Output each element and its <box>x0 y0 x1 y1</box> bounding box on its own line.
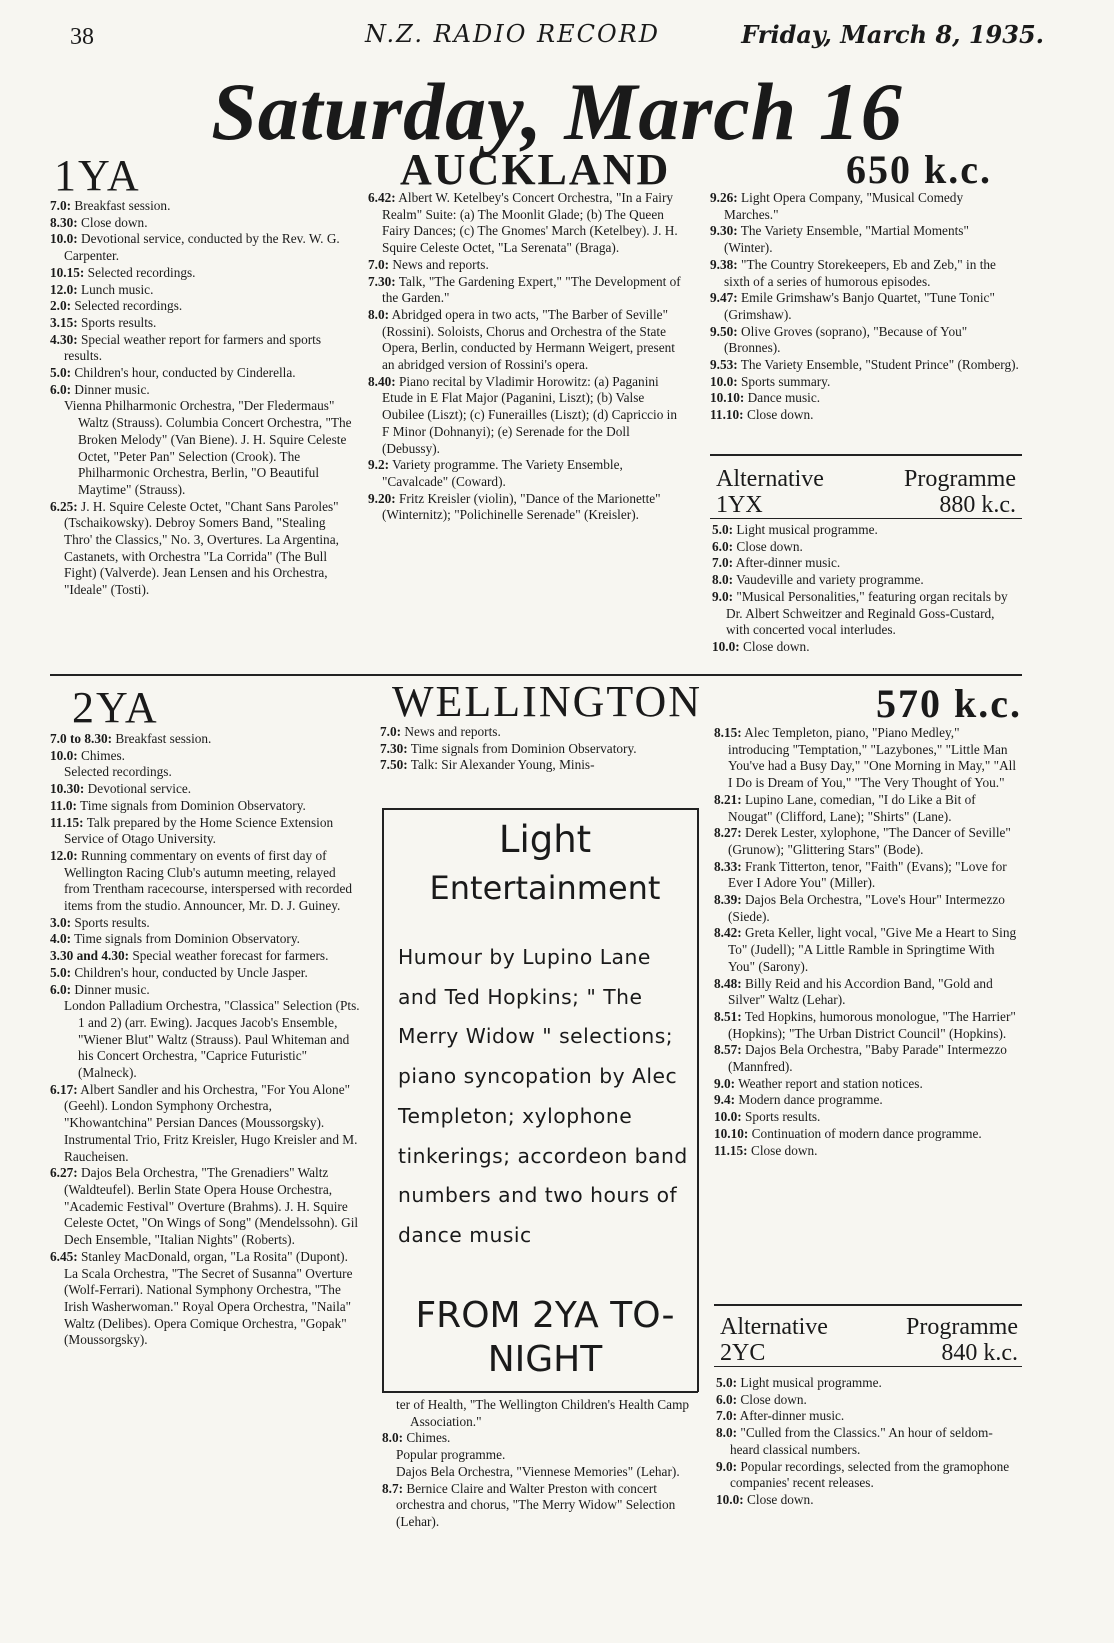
schedule-item <box>50 798 360 815</box>
schedule-text: Variety programme. The Variety Ensemble, "Cavalcade" (Coward). <box>382 457 623 489</box>
auckland-column-2 <box>368 190 686 524</box>
schedule-time: 9.20: <box>368 490 396 506</box>
schedule-item <box>50 915 360 932</box>
schedule-item <box>50 982 360 999</box>
auckland-column-1 <box>50 198 356 599</box>
schedule-time: 8.51: <box>714 1008 742 1024</box>
schedule-time: 8.48: <box>714 975 742 991</box>
schedule-text: Children's hour, conducted by Uncle Jasper. <box>71 964 308 980</box>
schedule-text: Time signals from Dominion Observatory. <box>71 931 300 947</box>
schedule-item <box>50 398 356 498</box>
schedule-text: Stanley MacDonald, organ, "La Rosita" (Dupont). La Scala Orchestra, "The Secret of Susanna" Overture (Wolf-Ferrari). National Symphony Orchestra, "The Irish Washerwoman." Royal Opera Orchestra, "Naila" Waltz (Delibes). Opera Comique Orchestra, "Gopak" (Moussorgsky). <box>64 1248 353 1348</box>
schedule-item <box>716 1375 1022 1392</box>
schedule-item <box>712 539 1020 556</box>
schedule-text: After-dinner music. <box>733 555 841 571</box>
schedule-text: The Variety Ensemble, "Martial Moments" (Winter). <box>724 223 969 256</box>
schedule-text: Vaudeville and variety programme. <box>733 572 924 588</box>
schedule-time: 10.0: <box>50 231 78 247</box>
wellington-column-1 <box>50 731 360 1349</box>
schedule-text: Close down. <box>77 214 148 230</box>
alt-label: Alternative <box>720 1314 828 1340</box>
schedule-item <box>710 357 1020 374</box>
schedule-time: 10.30: <box>50 781 85 797</box>
divider <box>714 1304 1022 1306</box>
schedule-item <box>50 365 356 382</box>
schedule-item <box>714 1076 1022 1093</box>
schedule-time: 8.30: <box>50 214 78 230</box>
schedule-time: 7.0: <box>716 1408 738 1424</box>
alt-2yc-column <box>716 1375 1022 1509</box>
schedule-text: Close down. <box>739 638 810 654</box>
schedule-text: Dajos Bela Orchestra, "Baby Parade" Intermezzo (Mannfred). <box>728 1042 1007 1075</box>
schedule-item <box>50 499 356 599</box>
schedule-text: Time signals from Dominion Observatory. <box>76 797 306 813</box>
schedule-text: Lupino Lane, comedian, "I do Like a Bit of Nougat" (Clifford, Lane); "Shirts" (Lane). <box>728 791 976 824</box>
schedule-time: 6.0: <box>50 981 72 997</box>
station-city-wellington: WELLINGTON <box>392 677 702 726</box>
schedule-time: 5.0: <box>712 522 734 537</box>
schedule-text: Vienna Philharmonic Orchestra, "Der Fledermaus" Waltz (Strauss). Columbia Concert Orchestra, "The Broken Melody" (Van Biene). J. H. Squire Celeste Octet, "Peter Pan" Selection (Crook). The Philharmonic Orchestra, Berlin, "O Beautiful Maytime" (Strauss). <box>64 398 352 497</box>
schedule-text: Selected recordings. <box>64 764 172 780</box>
schedule-time: 7.50: <box>380 757 408 773</box>
schedule-time: 7.0: <box>50 198 72 213</box>
schedule-item <box>714 792 1022 825</box>
schedule-text: The Variety Ensemble, "Student Prince" (Romberg). <box>737 357 1019 373</box>
alt-1yx-column <box>712 522 1020 656</box>
schedule-time: 7.0 to 8.30: <box>50 731 113 746</box>
schedule-time: 8.0: <box>382 1430 404 1446</box>
schedule-text: Abridged opera in two acts, "The Barber of Seville" (Rossini). Soloists, Chorus and Orchestra of the State Opera, Berlin, conducted by Hermann Weigert, present an abridged version of Rossini's opera. <box>382 306 675 373</box>
schedule-item <box>714 1126 1022 1143</box>
schedule-item <box>50 948 360 965</box>
alt-callsign: 1YX <box>716 492 763 518</box>
schedule-item <box>714 892 1022 925</box>
publication-name: N.Z. RADIO RECORD <box>365 20 660 48</box>
schedule-text: Dajos Bela Orchestra, "Love's Hour" Intermezzo (Siede). <box>728 892 1005 924</box>
schedule-time: 9.30: <box>710 223 738 239</box>
schedule-text: Fritz Kreisler (violin), "Dance of the Marionette" (Winternitz); "Polichinelle Serenade" (Kreisler). <box>382 490 661 523</box>
schedule-time: 4.0: <box>50 931 72 947</box>
schedule-text: Modern dance programme. <box>735 1092 883 1108</box>
schedule-time: 12.0: <box>50 281 78 297</box>
schedule-item <box>710 407 1020 424</box>
schedule-time: 10.15: <box>50 264 85 280</box>
schedule-text: Olive Groves (soprano), "Because of You" (Bronnes). <box>724 323 968 356</box>
schedule-item <box>714 859 1022 892</box>
schedule-time: 7.30: <box>368 273 396 289</box>
schedule-text: Bernice Claire and Walter Preston with concert orchestra and chorus, "The Merry Widow" Selection (Lehar). <box>396 1480 676 1529</box>
schedule-text: Sports results. <box>741 1109 821 1125</box>
schedule-time: 8.39: <box>714 892 742 908</box>
schedule-item <box>710 290 1020 323</box>
schedule-text: Breakfast session. <box>112 731 212 746</box>
schedule-text: Dajos Bela Orchestra, "Viennese Memories" (Lehar). <box>396 1463 680 1479</box>
alt-programme-1yx-heading <box>716 466 1016 520</box>
alt-freq: 840 k.c. <box>941 1340 1018 1366</box>
schedule-item <box>50 1165 360 1249</box>
schedule-text: Frank Titterton, tenor, "Faith" (Evans); "Love for Ever I Adore You" (Miller). <box>728 858 1007 891</box>
schedule-text: Children's hour, conducted by Cinderella. <box>71 365 296 381</box>
advert-body: Humour by Lupino Lane and Ted Hopkins; " The Merry Widow " selections; piano syncopation by Alec Templeton; xylophone tinkerings; accordeon band numbers and two hours of dance music <box>398 945 688 1247</box>
advert-footer: FROM 2YA TO-NIGHT <box>415 1294 675 1380</box>
schedule-item <box>50 848 360 915</box>
schedule-time: 6.45: <box>50 1248 78 1264</box>
divider <box>714 1366 1022 1367</box>
schedule-text: Devotional service. <box>84 781 192 797</box>
schedule-time: 7.0: <box>712 555 734 571</box>
schedule-time: 6.0: <box>712 538 734 554</box>
schedule-time: 8.15: <box>714 725 742 740</box>
schedule-item <box>368 307 686 374</box>
schedule-item <box>50 764 360 781</box>
schedule-time: 8.7: <box>382 1480 404 1496</box>
schedule-text: Greta Keller, light vocal, "Give Me a Heart to Sing To" (Judell); "A Little Ramble in Springtime With You" (Sarony). <box>728 925 1017 974</box>
schedule-time: 9.38: <box>710 256 738 272</box>
advert-headline-2: Entertainment <box>429 869 661 907</box>
schedule-item <box>50 731 360 748</box>
schedule-text: Light musical programme. <box>737 1375 882 1390</box>
schedule-text: Dinner music. <box>71 381 150 397</box>
schedule-text: News and reports. <box>389 256 489 272</box>
schedule-time: 9.0: <box>716 1458 738 1474</box>
schedule-text: Close down. <box>733 538 803 554</box>
schedule-time: 11.0: <box>50 797 77 813</box>
schedule-item <box>716 1425 1022 1458</box>
alt-label: Alternative <box>716 466 824 492</box>
schedule-item <box>716 1392 1022 1409</box>
schedule-text: Talk, "The Gardening Expert," "The Development of the Garden." <box>382 273 681 306</box>
schedule-time: 10.0: <box>712 638 740 654</box>
schedule-item <box>382 1430 696 1447</box>
schedule-time: 9.50: <box>710 323 738 339</box>
schedule-time: 6.27: <box>50 1165 78 1181</box>
schedule-item <box>716 1492 1022 1509</box>
auckland-column-3 <box>710 190 1020 424</box>
schedule-item <box>50 815 360 848</box>
schedule-text: Sports summary. <box>737 373 831 389</box>
schedule-item <box>714 925 1022 975</box>
schedule-item <box>50 931 360 948</box>
schedule-text: Selected recordings. <box>84 264 196 280</box>
schedule-time: 9.0: <box>712 588 734 604</box>
schedule-item <box>380 724 696 741</box>
advert-border-top <box>382 808 698 810</box>
schedule-text: Selected recordings. <box>71 298 183 314</box>
station-callsign-2ya: 2YA <box>72 683 159 732</box>
schedule-item <box>368 274 686 307</box>
schedule-text: Talk: Sir Alexander Young, Minis- <box>407 757 595 773</box>
schedule-text: Dance music. <box>744 390 821 406</box>
schedule-text: Lunch music. <box>77 281 154 297</box>
schedule-item <box>368 491 686 524</box>
station-callsign-1ya: 1YA <box>54 151 141 200</box>
schedule-time: 10.10: <box>714 1125 749 1141</box>
schedule-text: Popular recordings, selected from the gramophone companies' recent releases. <box>730 1458 1010 1491</box>
schedule-item <box>50 265 356 282</box>
schedule-item <box>712 522 1020 539</box>
schedule-text: Breakfast session. <box>71 198 171 213</box>
schedule-time: 6.42: <box>368 190 396 205</box>
schedule-text: Albert W. Ketelbey's Concert Orchestra, "In a Fairy Realm" Suite: (a) The Moonlit Glade; (b) The Queen Fairy Dances; (c) The Gnomes' March (Ketelbey). J. H. Squire Celeste Octet, "La Serenata" (Braga). <box>382 190 678 256</box>
schedule-text: Sports results. <box>77 314 157 330</box>
schedule-time: 12.0: <box>50 847 78 863</box>
schedule-time: 3.30 and 4.30: <box>50 948 130 964</box>
schedule-item <box>716 1408 1022 1425</box>
schedule-time: 6.0: <box>716 1391 738 1407</box>
schedule-item <box>710 223 1020 256</box>
schedule-text: Albert Sandler and his Orchestra, "For You Alone" (Geehl). London Symphony Orchestra, "Khowantchina" Persian Dances (Moussorgsky). Instrumental Trio, Fritz Kreisler, Hugo Kreisler and M. Raucheisen. <box>64 1081 358 1164</box>
schedule-item <box>50 1249 360 1349</box>
schedule-item <box>382 1397 696 1430</box>
schedule-text: Close down. <box>747 1142 818 1158</box>
schedule-text: Ted Hopkins, humorous monologue, "The Harrier" (Hopkins); "The Urban District Council" (Hopkins). <box>728 1008 1016 1041</box>
schedule-item <box>710 390 1020 407</box>
schedule-item <box>382 1481 696 1531</box>
alt-prog: Programme <box>906 1314 1018 1340</box>
alt-prog: Programme <box>904 466 1016 492</box>
schedule-item <box>50 332 356 365</box>
schedule-item <box>50 748 360 765</box>
schedule-time: 8.33: <box>714 858 742 874</box>
schedule-item <box>50 998 360 1082</box>
schedule-item <box>714 1042 1022 1075</box>
schedule-text: Billy Reid and his Accordion Band, "Gold and Silver" Waltz (Lehar). <box>728 975 993 1008</box>
schedule-time: 8.57: <box>714 1042 742 1058</box>
schedule-item <box>50 1082 360 1166</box>
advert-border-left <box>382 808 384 1392</box>
schedule-text: Running commentary on events of first day of Wellington Racing Club's autumn meeting, relayed from Trentham racecourse, interspersed with recorded items from the studio. Announcer, Mr. D. J. Guiney. <box>64 847 352 914</box>
schedule-item <box>712 639 1020 656</box>
schedule-item <box>710 324 1020 357</box>
schedule-text: Light Opera Company, "Musical Comedy Marches." <box>724 190 964 222</box>
schedule-item <box>382 1447 696 1464</box>
schedule-time: 4.30: <box>50 331 78 347</box>
schedule-time: 3.0: <box>50 914 72 930</box>
schedule-item <box>714 825 1022 858</box>
schedule-item <box>50 315 356 332</box>
schedule-time: 7.30: <box>380 740 408 756</box>
schedule-text: Popular programme. <box>396 1447 506 1463</box>
schedule-time: 9.53: <box>710 357 738 373</box>
schedule-text: "The Country Storekeepers, Eb and Zeb," in the sixth of a series of humorous episodes. <box>724 256 996 289</box>
wellington-column-2-top <box>380 724 696 774</box>
schedule-item <box>716 1459 1022 1492</box>
schedule-item <box>710 374 1020 391</box>
page-number: 38 <box>70 24 94 50</box>
schedule-item <box>714 1009 1022 1042</box>
schedule-item <box>50 965 360 982</box>
schedule-text: Weather report and station notices. <box>735 1075 923 1091</box>
schedule-item <box>50 382 356 399</box>
schedule-time: 9.26: <box>710 190 738 205</box>
schedule-text: Close down. <box>743 407 814 423</box>
schedule-time: 10.10: <box>710 390 745 406</box>
schedule-item <box>380 741 696 758</box>
schedule-time: 6.0: <box>50 381 72 397</box>
schedule-item <box>710 190 1020 223</box>
schedule-item <box>714 725 1022 792</box>
page-title: Saturday, March 16 <box>211 66 903 157</box>
schedule-time: 6.17: <box>50 1081 78 1097</box>
divider <box>710 518 1022 519</box>
schedule-text: Sports results. <box>71 914 150 930</box>
schedule-time: 9.47: <box>710 290 738 306</box>
schedule-item <box>382 1464 696 1481</box>
alt-callsign: 2YC <box>720 1340 766 1366</box>
schedule-text: Close down. <box>743 1491 814 1507</box>
wellington-column-3 <box>714 725 1022 1159</box>
schedule-time: 8.42: <box>714 925 742 941</box>
schedule-item <box>714 1092 1022 1109</box>
section-divider <box>50 674 1022 676</box>
schedule-time: 10.0: <box>716 1491 744 1507</box>
schedule-time: 10.0: <box>710 373 738 389</box>
schedule-item <box>712 589 1020 639</box>
schedule-item <box>50 781 360 798</box>
schedule-text: News and reports. <box>401 724 501 739</box>
schedule-text: Talk prepared by the Home Science Extension Service of Otago University. <box>64 814 334 847</box>
schedule-text: Close down. <box>737 1391 807 1407</box>
schedule-time: 10.0: <box>714 1109 742 1125</box>
light-entertainment-advert <box>398 818 692 1382</box>
schedule-item <box>714 1143 1022 1160</box>
alt-freq: 880 k.c. <box>939 492 1016 518</box>
schedule-time: 8.0: <box>712 572 734 588</box>
schedule-time: 8.0: <box>716 1425 738 1441</box>
schedule-text: London Palladium Orchestra, "Classica" Selection (Pts. 1 and 2) (arr. Ewing). Jacques Jacob's Ensemble, "Wiener Blut" Waltz (Strauss). Paul Whiteman and his Concert Orchestra, "Caprice Futuristic" (Malneck). <box>64 998 360 1081</box>
schedule-time: 7.0: <box>368 256 390 272</box>
schedule-time: 8.21: <box>714 791 742 807</box>
advert-border-bottom <box>382 1391 698 1393</box>
schedule-text: Emile Grimshaw's Banjo Quartet, "Tune Tonic" (Grimshaw). <box>724 290 995 322</box>
advert-border-right <box>697 808 699 1392</box>
schedule-text: Continuation of modern dance programme. <box>748 1125 982 1141</box>
schedule-text: Special weather forecast for farmers. <box>129 948 329 964</box>
issue-date: Friday, March 8, 1935. <box>741 20 1044 49</box>
schedule-item <box>368 257 686 274</box>
schedule-time: 9.0: <box>714 1075 736 1091</box>
schedule-time: 9.4: <box>714 1092 736 1108</box>
schedule-time: 2.0: <box>50 298 72 314</box>
schedule-text: Dajos Bela Orchestra, "The Grenadiers" Waltz (Waldteufel). Berlin State Opera House Orchestra, "Academic Festival" Overture (Brahms). J. H. Squire Celeste Octet, "On Wings of Song" (Mendelssohn). Gil Dech Ensemble, "Italian Nights" (Roberts). <box>64 1165 359 1248</box>
advert-headline-1: Light <box>498 818 592 861</box>
schedule-item <box>712 555 1020 572</box>
divider <box>710 454 1022 456</box>
schedule-text: ter of Health, "The Wellington Children's Health Camp Association." <box>396 1397 690 1429</box>
schedule-time: 11.15: <box>50 814 84 830</box>
schedule-time: 11.15: <box>714 1142 748 1158</box>
schedule-time: 8.27: <box>714 825 742 841</box>
schedule-text: "Musical Personalities," featuring organ recitals by Dr. Albert Schweitzer and Reginald Goss-Custard, with concerted vocal interludes. <box>726 588 1008 638</box>
schedule-text: Special weather report for farmers and sports results. <box>64 331 322 364</box>
schedule-text: Derek Lester, xylophone, "The Dancer of Seville" (Grunow); "Glittering Stars" (Bode). <box>728 825 1011 857</box>
schedule-item <box>712 572 1020 589</box>
station-city-auckland: AUCKLAND <box>400 145 671 194</box>
schedule-text: "Culled from the Classics." An hour of seldom-heard classical numbers. <box>730 1425 993 1457</box>
schedule-text: After-dinner music. <box>737 1408 845 1424</box>
schedule-item <box>714 1109 1022 1126</box>
station-freq-2ya: 570 k.c. <box>876 681 1022 726</box>
schedule-item <box>50 215 356 232</box>
wellington-column-2-bottom <box>382 1397 696 1531</box>
page-header <box>70 20 1044 50</box>
schedule-item <box>714 976 1022 1009</box>
schedule-text: Light musical programme. <box>733 522 878 537</box>
schedule-time: 8.40: <box>368 373 396 389</box>
alt-programme-2yc-heading <box>720 1314 1018 1368</box>
schedule-time: 5.0: <box>716 1375 738 1390</box>
schedule-text: J. H. Squire Celeste Octet, "Chant Sans Paroles" (Tschaikowsky). Debroy Somers Band, "Stealing Thro' the Classics," No. 3, Overtures. La Argentina, Castanets, with Orchestra "La Corrida" (The Bull Fight) (Valverde). Jean Lensen and his Orchestra, "Ideale" (Tosti). <box>64 498 339 598</box>
schedule-text: Alec Templeton, piano, "Piano Medley," introducing "Temptation," "Lazybones," "Little Man You've had a Busy Day," "One Morning in May," "All I Do is Dream of You," "The Very Thought of You." <box>728 725 1017 791</box>
schedule-item <box>50 198 356 215</box>
schedule-time: 3.15: <box>50 314 78 330</box>
schedule-item <box>50 282 356 299</box>
schedule-item <box>50 231 356 264</box>
schedule-item <box>50 298 356 315</box>
schedule-item <box>368 374 686 458</box>
schedule-text: Time signals from Dominion Observatory. <box>407 740 637 756</box>
schedule-text: Chimes. <box>403 1430 451 1446</box>
schedule-time: 11.10: <box>710 407 744 423</box>
schedule-text: Dinner music. <box>71 981 150 997</box>
schedule-item <box>710 257 1020 290</box>
schedule-item <box>368 190 686 257</box>
schedule-time: 10.0: <box>50 747 78 763</box>
schedule-time: 9.2: <box>368 457 390 473</box>
schedule-time: 6.25: <box>50 498 78 514</box>
schedule-text: Piano recital by Vladimir Horowitz: (a) Paganini Etude in E Flat Major (Paganini, Liszt); (b) Valse Oubilee (Liszt); (c) Funerailles (Liszt); (d) Capriccio in F Minor (Dohnanyi); (e) Serenade for the Doll (Debussy). <box>382 373 678 456</box>
schedule-time: 5.0: <box>50 365 72 381</box>
schedule-time: 8.0: <box>368 306 390 322</box>
schedule-text: Devotional service, conducted by the Rev. W. G. Carpenter. <box>64 231 340 264</box>
schedule-time: 7.0: <box>380 724 402 739</box>
schedule-text: Chimes. <box>77 747 125 763</box>
schedule-item <box>368 457 686 490</box>
schedule-time: 5.0: <box>50 964 72 980</box>
schedule-item <box>380 757 696 774</box>
station-freq-1ya: 650 k.c. <box>846 147 992 192</box>
